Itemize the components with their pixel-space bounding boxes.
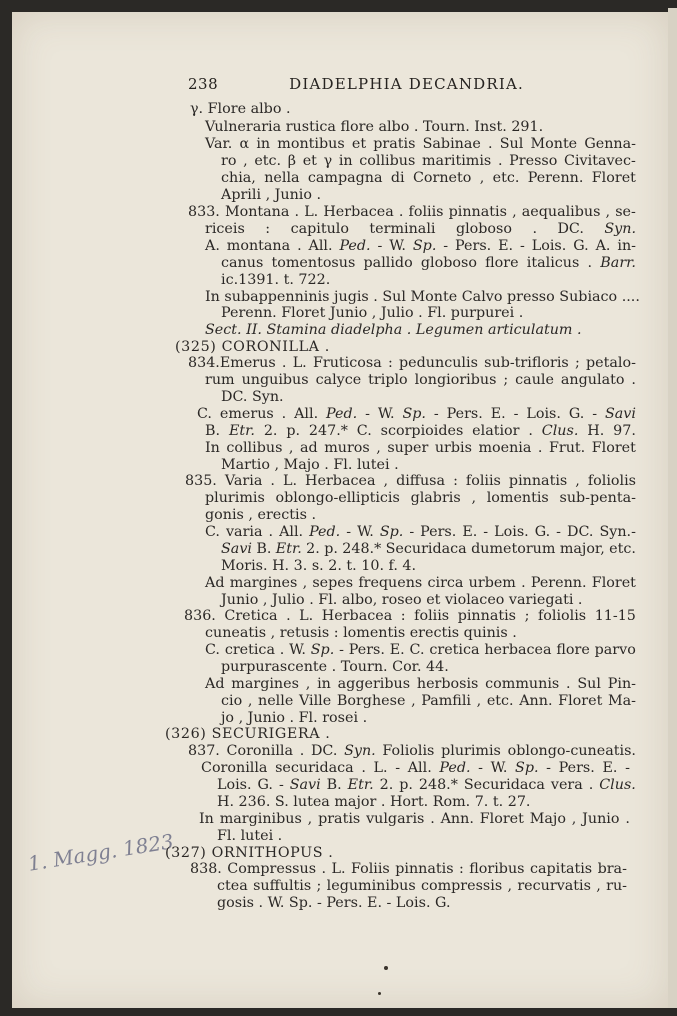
text-line: Ad margines , sepes frequens circa urbem . Perenn. Floret <box>205 575 636 591</box>
text-line: In subappenninis jugis . Sul Monte Calvo presso Subiaco .... <box>205 289 640 305</box>
text-line: chia, nella campagna di Corneto , etc. Perenn. Floret <box>221 170 636 186</box>
page-number: 238 <box>188 75 219 93</box>
text-line: 836. Cretica . L. Herbacea : foliis pinnatis ; foliolis 11-15 <box>184 608 636 624</box>
text-line: (326) SECURIGERA . <box>165 726 331 742</box>
paper-speck <box>378 992 381 995</box>
text-line: riceis : capitulo terminali globoso . DC. Syn. <box>205 221 636 237</box>
text-line: Sect. II. Stamina diadelpha . Legumen articulatum . <box>205 322 582 338</box>
next-page-edge <box>668 8 677 1008</box>
text-line: Lois. G. - Savi B. Etr. 2. p. 248.* Securidaca vera . Clus. <box>217 777 636 793</box>
handwritten-date-annotation: 1. Magg. 1823 <box>26 829 176 876</box>
text-line: cio , nelle Ville Borghese , Pamfili , etc. Ann. Floret Ma- <box>221 693 636 709</box>
text-line: ctea suffultis ; leguminibus compressis , recurvatis , ru- <box>217 878 627 894</box>
text-line: ro , etc. β et γ in collibus maritimis . Presso Civitavec- <box>221 153 636 169</box>
text-line: C. varia . All. Ped. - W. Sp. - Pers. E. - Lois. G. - DC. Syn.- <box>205 524 636 540</box>
text-line: gosis . W. Sp. - Pers. E. - Lois. G. <box>217 895 451 911</box>
text-line: Martio , Majo . Fl. lutei . <box>221 457 399 473</box>
text-line: 837. Coronilla . DC. Syn. Foliolis plurimis oblongo-cuneatis. <box>188 743 636 759</box>
text-line: 834.Emerus . L. Fruticosa : pedunculis sub-trifloris ; petalo- <box>188 355 636 371</box>
text-line: Perenn. Floret Junio , Julio . Fl. purpurei . <box>221 305 524 321</box>
text-line: C. cretica . W. Sp. - Pers. E. C. cretica herbacea flore parvo <box>205 642 636 658</box>
text-line: A. montana . All. Ped. - W. Sp. - Pers. E. - Lois. G. A. in- <box>205 238 636 254</box>
text-line: plurimis oblongo-ellipticis glabris , lomentis sub-penta- <box>205 490 636 506</box>
text-line: DC. Syn. <box>221 389 284 405</box>
text-line: (325) CORONILLA . <box>175 339 330 355</box>
text-line: Vulneraria rustica flore albo . Tourn. Inst. 291. <box>205 119 544 135</box>
text-line: In collibus , ad muros , super urbis moenia . Frut. Floret <box>205 440 636 456</box>
text-line: gonis , erectis . <box>205 507 317 523</box>
text-line: Savi B. Etr. 2. p. 248.* Securidaca dumetorum major, etc. <box>221 541 636 557</box>
text-line: Moris. H. 3. s. 2. t. 10. f. 4. <box>221 558 417 574</box>
text-line: purpurascente . Tourn. Cor. 44. <box>221 659 449 675</box>
running-title: DIADELPHIA DECANDRIA. <box>289 75 524 93</box>
text-line: 833. Montana . L. Herbacea . foliis pinnatis , aequalibus , se- <box>188 204 636 220</box>
text-line: H. 236. S. lutea major . Hort. Rom. 7. t. 27. <box>217 794 531 810</box>
text-line: Var. α in montibus et pratis Sabinae . Sul Monte Genna- <box>205 136 636 152</box>
text-line: Fl. lutei . <box>217 828 283 844</box>
text-line: Ad margines , in aggeribus herbosis communis . Sul Pin- <box>205 676 636 692</box>
text-line: canus tomentosus pallido globoso flore italicus . Barr. <box>221 255 636 271</box>
text-line: cuneatis , retusis : lomentis erectis quinis . <box>205 625 517 641</box>
text-line: In marginibus , pratis vulgaris . Ann. Floret Majo , Junio . <box>199 811 630 827</box>
text-line: jo , Junio . Fl. rosei . <box>221 710 368 726</box>
text-line: 835. Varia . L. Herbacea , diffusa : foliis pinnatis , foliolis <box>185 473 636 489</box>
text-line: rum unguibus calyce triplo longioribus ; caule angulato . <box>205 372 636 388</box>
text-line: γ. Flore albo . <box>190 101 291 117</box>
text-line: C. emerus . All. Ped. - W. Sp. - Pers. E. - Lois. G. - Savi <box>197 406 636 422</box>
text-line: B. Etr. 2. p. 247.* C. scorpioides elatior . Clus. H. 97. <box>205 423 636 439</box>
text-line: Junio , Julio . Fl. albo, roseo et violaceo variegati . <box>221 592 583 608</box>
text-line: (327) ORNITHOPUS . <box>165 845 334 861</box>
text-line: Aprili , Junio . <box>221 187 322 203</box>
paper-speck <box>384 966 388 970</box>
running-header <box>188 75 524 97</box>
text-line: 838. Compressus . L. Foliis pinnatis : floribus capitatis bra- <box>190 861 627 877</box>
text-line: Coronilla securidaca . L. - All. Ped. - W. Sp. - Pers. E. - <box>201 760 630 776</box>
text-line: ic.1391. t. 722. <box>221 272 331 288</box>
